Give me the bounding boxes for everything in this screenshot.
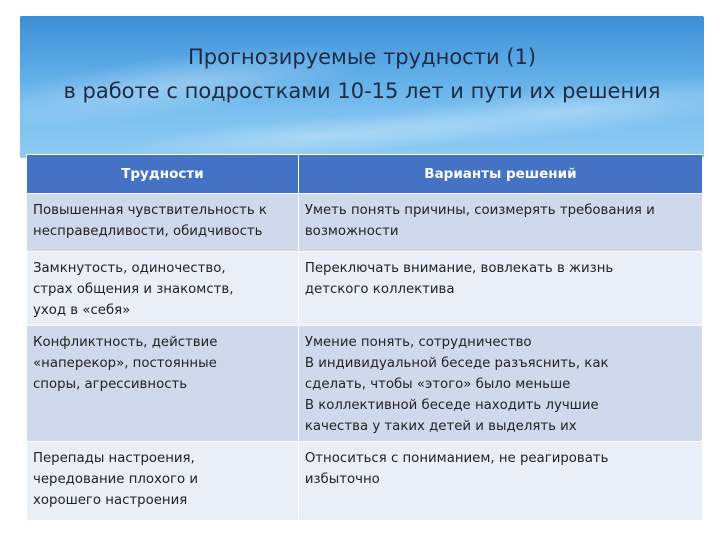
column-header-solutions: Варианты решений xyxy=(298,155,702,194)
difficulty-cell: Конфликтность, действие «наперекор», постоянные споры, агрессивность xyxy=(27,326,299,442)
title-line-2: в работе с подростками 10-15 лет и пути их решения xyxy=(63,79,661,103)
slide-title xyxy=(20,40,704,108)
table-row xyxy=(27,194,703,252)
table-row xyxy=(27,326,703,442)
table-header-row xyxy=(27,155,703,194)
difficulty-cell: Повышенная чувствительность к несправедливости, обидчивость xyxy=(27,194,299,252)
solution-cell: Умение понять, сотрудничество В индивидуальной беседе разъяснить, как сделать, чтобы «этого» было меньше В коллективной беседе находить лучшие качества у таких детей и выделять их xyxy=(298,326,702,442)
difficulties-table xyxy=(26,154,702,520)
solution-cell: Уметь понять причины, соизмерять требования и возможности xyxy=(298,194,702,252)
solution-cell: Переключать внимание, вовлекать в жизнь детского коллектива xyxy=(298,252,702,326)
table-row xyxy=(27,442,703,520)
column-header-difficulties: Трудности xyxy=(27,155,299,194)
table-row xyxy=(27,252,703,326)
title-line-1: Прогнозируемые трудности (1) xyxy=(187,45,537,69)
difficulty-cell: Перепады настроения, чередование плохого и хорошего настроения xyxy=(27,442,299,520)
difficulty-cell: Замкнутость, одиночество, страх общения и знакомств, уход в «себя» xyxy=(27,252,299,326)
solution-cell: Относиться с пониманием, не реагировать избыточно xyxy=(298,442,702,520)
